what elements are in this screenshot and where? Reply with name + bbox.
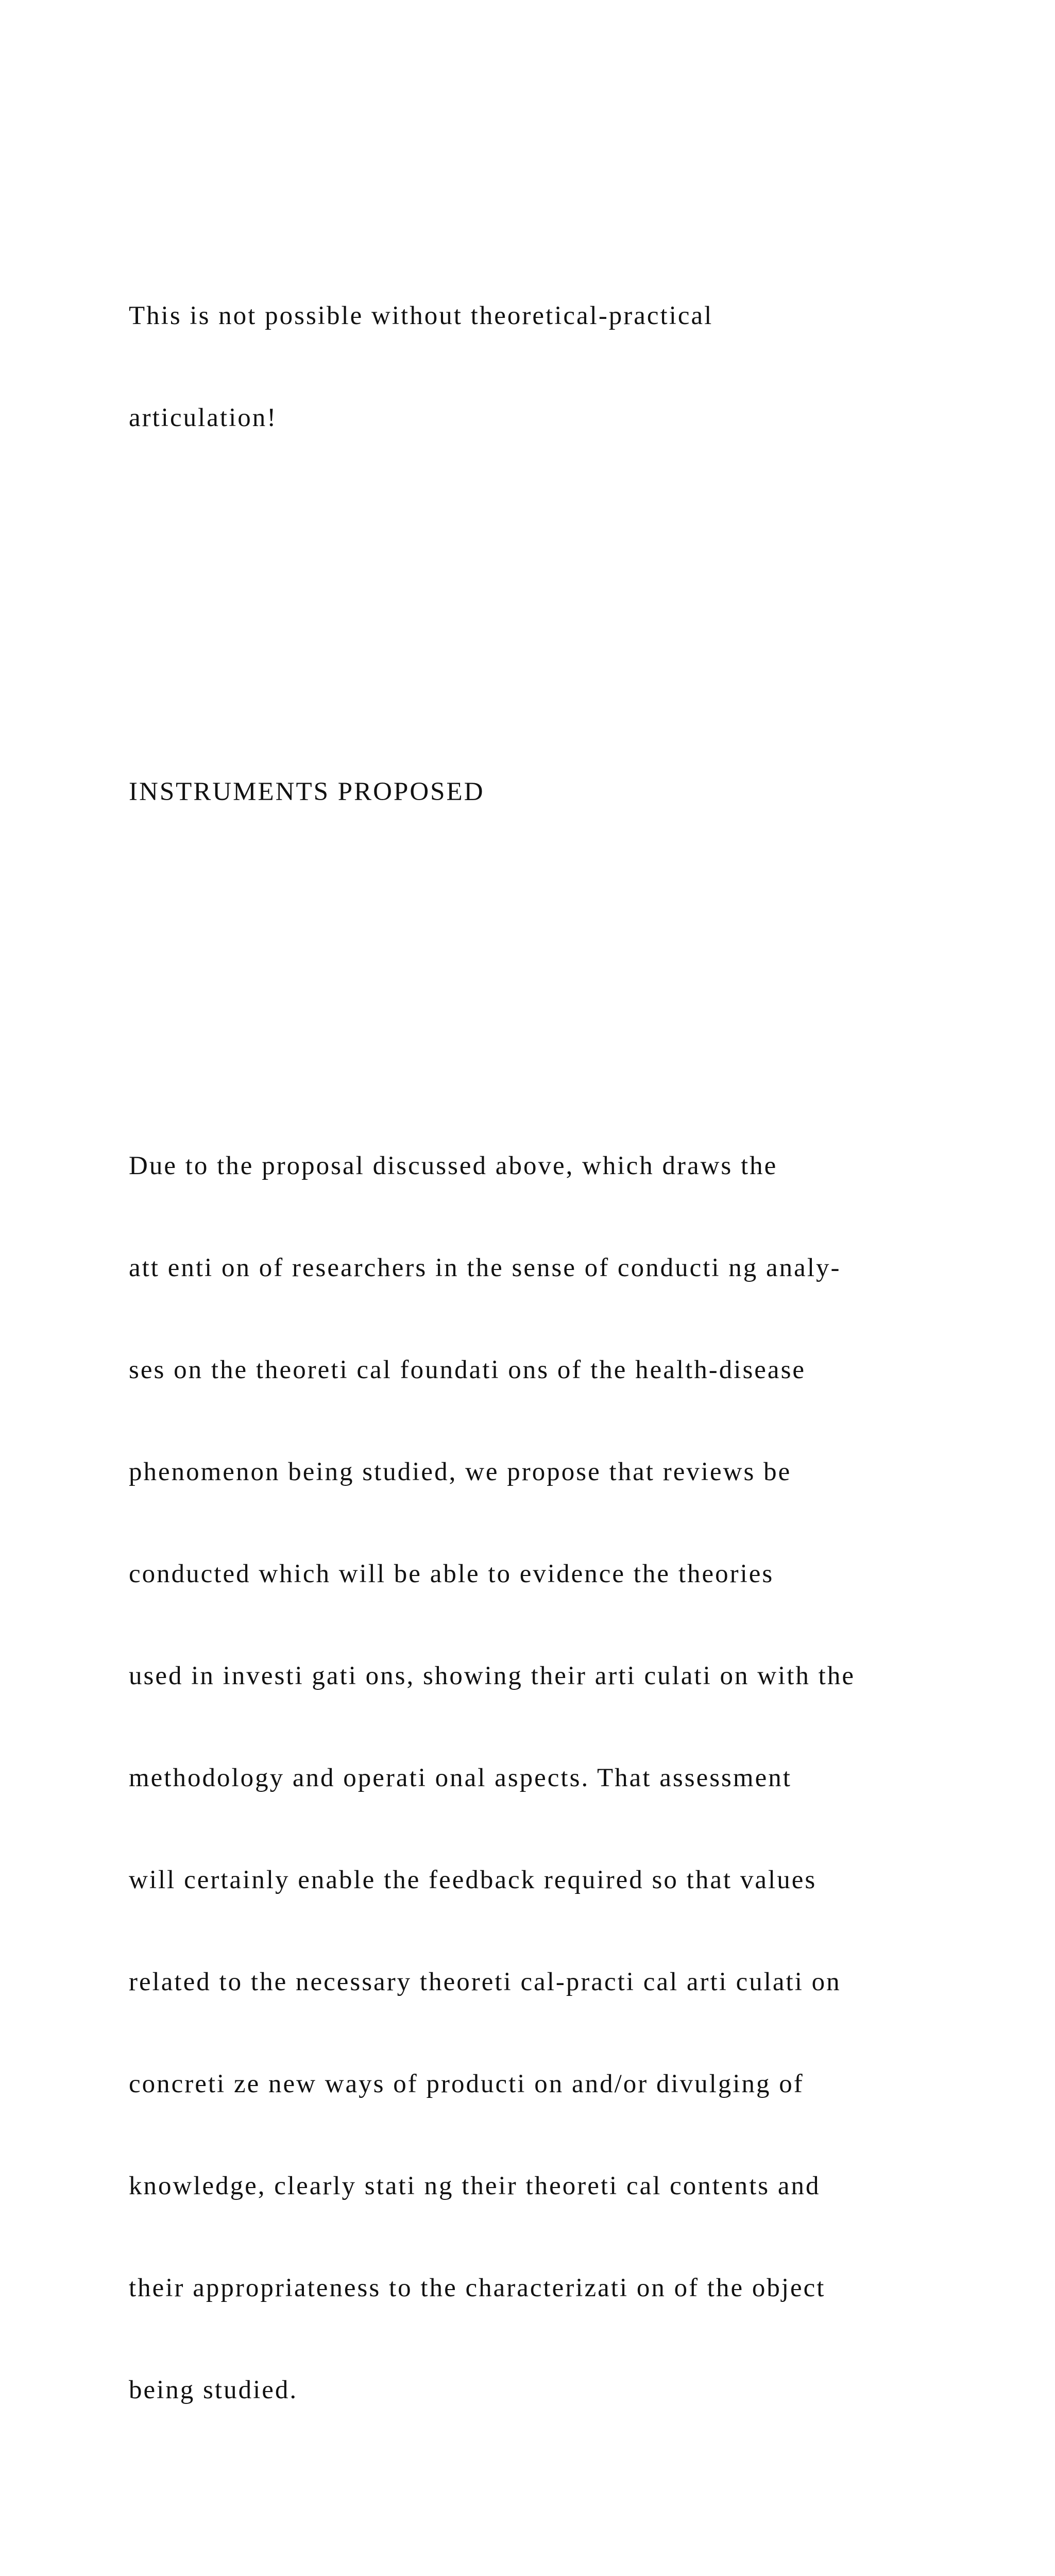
section-heading	[129, 707, 1005, 877]
paragraph-intro	[129, 231, 1005, 503]
text-line: Due to the proposal discussed above, which draws the	[129, 1151, 778, 1180]
text-line: This is not possible without theoretical-practical	[129, 301, 713, 330]
text-line: knowledge, clearly stati ng their theoreti cal contents and	[129, 2172, 821, 2200]
paragraph-gap	[129, 571, 1005, 605]
text-line: being studied.	[129, 2376, 298, 2404]
text-line: related to the necessary theoreti cal-practi cal arti culati on	[129, 1968, 841, 1996]
text-line: conducted which will be able to evidence the theories	[129, 1560, 774, 1588]
text-line: att enti on of researchers in the sense of conducti ng analy-	[129, 1253, 841, 1282]
text-line: concreti ze new ways of producti on and/or divulging of	[129, 2070, 804, 2098]
paragraph-gap	[129, 945, 1005, 979]
text-line: methodology and operati onal aspects. That assessment	[129, 1764, 792, 1792]
document-body	[129, 129, 1005, 2576]
paragraph-gap	[129, 2543, 1005, 2576]
text-line: phenomenon being studied, we propose that reviews be	[129, 1458, 792, 1486]
text-line: ses on the theoreti cal foundati ons of the health-disease	[129, 1355, 806, 1384]
text-line: articulation!	[129, 403, 278, 432]
text-line: used in investi gati ons, showing their arti culati on with the	[129, 1662, 855, 1690]
text-line: will certainly enable the feedback required so that values	[129, 1866, 817, 1894]
text-line: their appropriateness to the characterizati on of the object	[129, 2274, 826, 2302]
paragraph-proposal	[129, 1081, 1005, 2475]
heading-line: INSTRUMENTS PROPOSED	[129, 777, 485, 806]
